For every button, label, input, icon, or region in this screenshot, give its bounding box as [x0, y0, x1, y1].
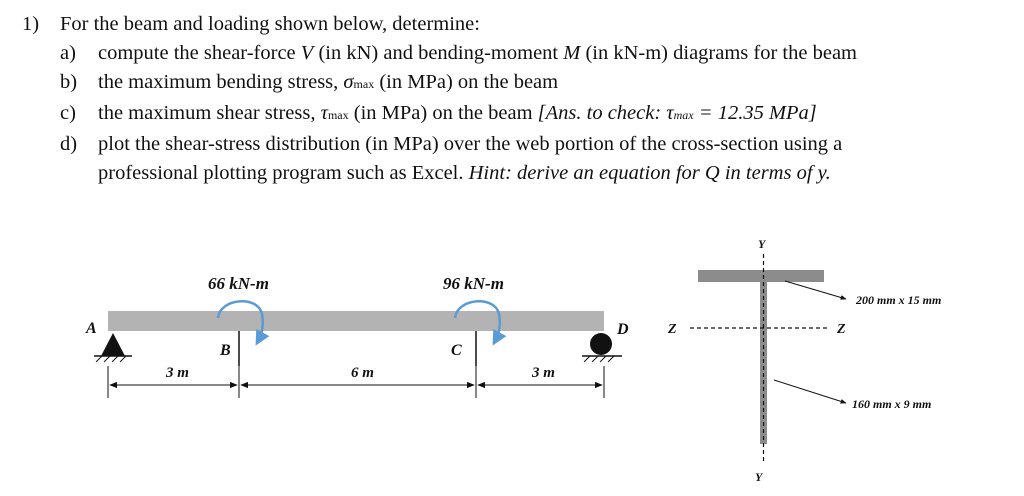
- moment-c-label: 96 kN-m: [443, 274, 504, 293]
- problem-number: 1): [22, 13, 40, 35]
- z-axis-right-label: Z: [837, 322, 846, 337]
- roller-support-d: [582, 333, 622, 362]
- part-b-text-1: the maximum bending stress,: [98, 71, 344, 93]
- part-b-sigma-subscript: max: [353, 77, 375, 91]
- web-leader: [774, 380, 846, 403]
- part-c-label: c): [60, 102, 76, 124]
- flange-leader: [785, 281, 846, 299]
- part-c-check-value: = 12.35 MPa]: [693, 102, 817, 124]
- part-d-line-1: plot the shear-stress distribution (in MPa) over the web portion of the cross-section using a: [98, 133, 843, 155]
- point-d-label: D: [617, 321, 629, 338]
- web-dimension-label: 160 mm x 9 mm: [852, 397, 932, 411]
- part-c-text-2: (in MPa) on the beam: [348, 102, 538, 124]
- part-b-text-2: (in MPa) on the beam: [374, 71, 559, 93]
- part-c-tau-symbol: τ: [320, 102, 328, 124]
- y-axis-bottom-label: Y: [755, 470, 763, 484]
- point-c-label: C: [451, 342, 462, 359]
- point-b-label: B: [220, 342, 231, 359]
- part-a-m-symbol: M: [563, 42, 581, 64]
- part-a-label: a): [60, 42, 76, 64]
- dimension-cd-label: 3 m: [532, 365, 555, 381]
- part-d-line-2: professional plotting program such as Excel.: [98, 162, 469, 184]
- part-c-text-1: the maximum shear stress,: [98, 102, 321, 124]
- flange: [698, 270, 824, 282]
- part-b-sigma-symbol: σ: [343, 71, 354, 93]
- part-c-tau-subscript: max: [327, 108, 349, 122]
- pin-support-a: [94, 333, 132, 362]
- part-d-hint: Hint: derive an equation for Q in terms of y.: [468, 162, 831, 184]
- part-d-label: d): [60, 133, 78, 155]
- dimension-ab-label: 3 m: [166, 365, 189, 381]
- dimension-bc-label: 6 m: [351, 365, 374, 381]
- beam-body: [108, 311, 604, 331]
- z-axis-left-label: Z: [668, 322, 677, 337]
- part-a-v-symbol: V: [300, 42, 314, 64]
- part-b-label: b): [60, 71, 78, 93]
- cross-section: [667, 237, 941, 484]
- part-a-text-3: (in kN-m) diagrams for the beam: [580, 42, 857, 64]
- part-c-check: [Ans. to check: τ: [537, 102, 674, 124]
- y-axis-top-label: Y: [758, 237, 766, 251]
- part-c-check-subscript: max: [673, 108, 694, 122]
- beam-diagram: [85, 274, 629, 398]
- problem-intro: For the beam and loading shown below, determine:: [60, 13, 480, 35]
- point-a-label: A: [86, 320, 97, 337]
- part-a-text-2: (in kN) and bending-moment: [313, 42, 564, 64]
- flange-dimension-label: 200 mm x 15 mm: [856, 293, 942, 307]
- moment-b-label: 66 kN-m: [208, 274, 269, 293]
- part-a-text-1: compute the shear-force: [98, 42, 301, 64]
